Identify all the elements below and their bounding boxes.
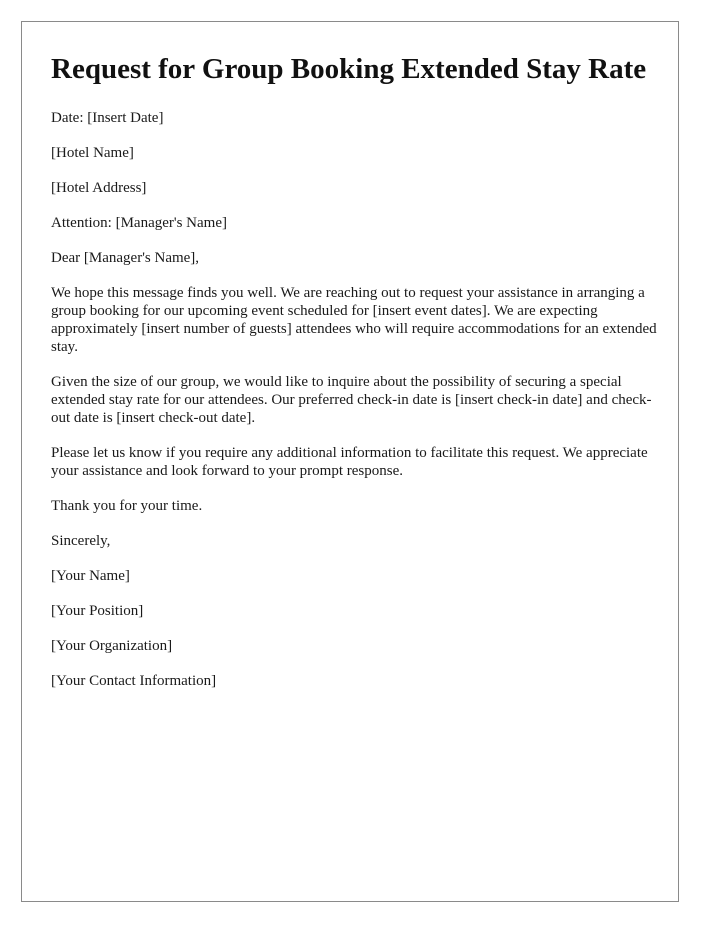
letter-page [21, 21, 679, 902]
signature-name: [Your Name] [51, 568, 130, 584]
letter-title: Request for Group Booking Extended Stay Rate [51, 53, 647, 85]
signature-position: [Your Position] [51, 603, 144, 619]
date-line: Date: [Insert Date] [51, 110, 164, 126]
letter-body [51, 52, 661, 707]
signature-contact: [Your Contact Information] [51, 673, 217, 689]
thanks-line: Thank you for your time. [51, 498, 203, 514]
signature-organization: [Your Organization] [51, 638, 173, 654]
body-paragraph-closing: Please let us know if you require any additional information to facilitate this request. We appreciate your assistance and look forward to your prompt response. [51, 445, 648, 479]
body-paragraph-intro: We hope this message finds you well. We are reaching out to request your assistance in arranging a group booking for our upcoming event scheduled for [insert event dates]. We are expecting approximately [insert number of guests] attendees who will require accommodations for an extended stay. [51, 285, 657, 355]
attention-line: Attention: [Manager's Name] [51, 215, 227, 231]
hotel-address: [Hotel Address] [51, 180, 147, 196]
closing-line: Sincerely, [51, 533, 111, 549]
salutation: Dear [Manager's Name], [51, 250, 200, 266]
body-paragraph-rate-request: Given the size of our group, we would like to inquire about the possibility of securing a special extended stay rate for our attendees. Our preferred check-in date is [insert check-in date] and check-out date is [insert check-out date]. [51, 374, 652, 426]
hotel-name: [Hotel Name] [51, 145, 134, 161]
